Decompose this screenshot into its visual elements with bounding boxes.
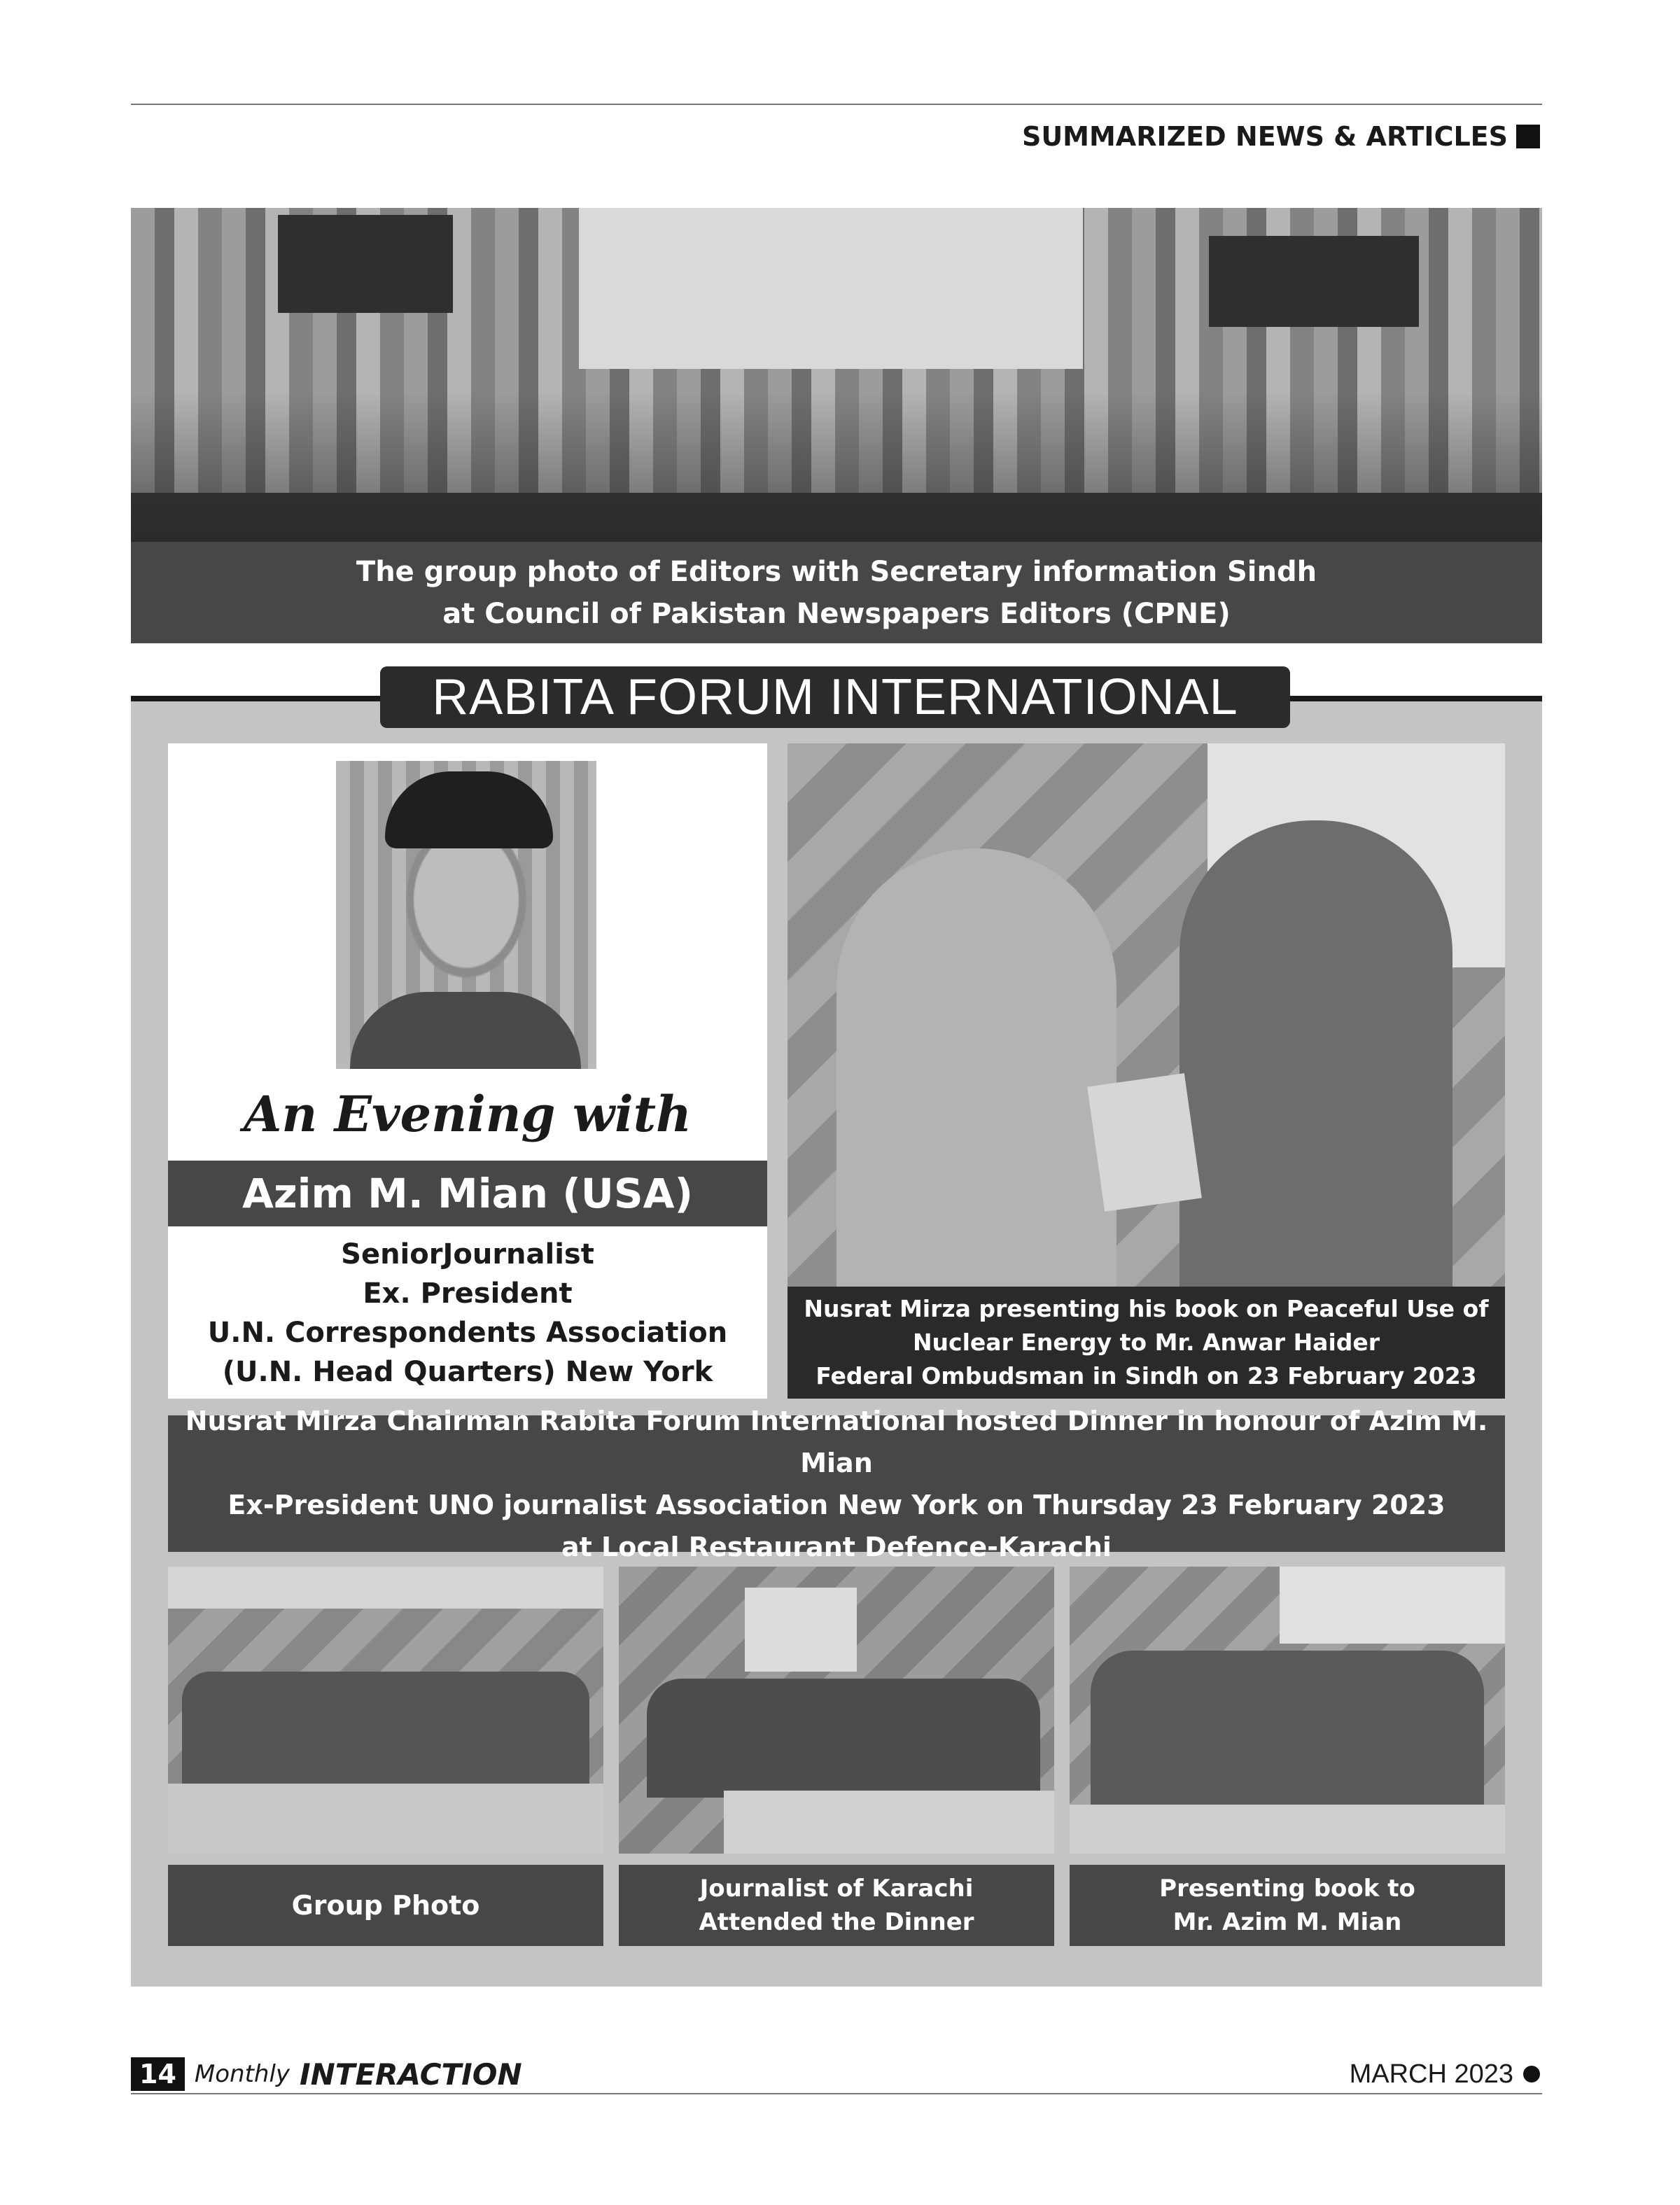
window-right [1209,236,1419,327]
window-left [278,215,453,313]
header-rule [131,104,1542,105]
footer-left [131,2054,522,2094]
gallery-caption-group [168,1865,603,1946]
forum-title-box [380,666,1290,728]
dining-table [168,1784,603,1854]
dinner-banner [168,1405,1505,1562]
people-shape [1091,1651,1484,1812]
profile-name-bar [168,1161,767,1226]
section-label-text: SUMMARIZED NEWS & ARTICLES [1021,121,1508,152]
person-right [1180,820,1452,1287]
profile-details [168,1235,767,1392]
top-caption-line-2: at Council of Pakistan Newspapers Editors (CPNE) [442,597,1231,630]
issue-date: MARCH 2023 [1349,2059,1513,2089]
profile-detail-line: U.N. Correspondents Association [207,1317,728,1349]
page-number: 14 [131,2057,185,2091]
cap-shape [385,771,553,848]
book-caption-line-1: Nusrat Mirza presenting his book on Peaceful Use of [804,1295,1489,1322]
profile-detail-line: (U.N. Head Quarters) New York [222,1356,713,1388]
book-presentation-photo [788,743,1505,1287]
dinner-line-1: Nusrat Mirza Chairman Rabita Forum International hosted Dinner in honour of Azim M. Mian [185,1405,1488,1478]
gallery-caption-line: Attended the Dinner [699,1908,974,1936]
dinner-line-3: at Local Restaurant Defence-Karachi [561,1531,1112,1562]
publication-name: INTERACTION [300,2057,522,2092]
gallery-photo-presenting [1070,1567,1505,1854]
guests-shape [647,1679,1040,1798]
profile-tagline: An Evening with [244,1085,692,1143]
event-poster [745,1588,857,1672]
cpne-banner [579,208,1083,369]
profile-detail-line: Ex. President [363,1278,573,1310]
gallery-caption-line: Group Photo [291,1890,480,1921]
footer-right [1350,2054,1540,2094]
round-bullet-icon [1523,2066,1540,2082]
gallery-caption-line: Mr. Azim M. Mian [1172,1908,1402,1936]
top-caption-line-1: The group photo of Editors with Secretary information Sindh [356,555,1317,588]
dining-table [724,1791,1054,1854]
profile-detail-line: SeniorJournalist [341,1238,594,1270]
backdrop-banner [1280,1567,1505,1644]
book-caption-line-2: Nuclear Energy to Mr. Anwar Haider [912,1329,1380,1356]
editors-group-photo [131,208,1542,542]
dining-table [1070,1805,1505,1854]
ceiling-lights [168,1567,603,1609]
crowd-shape [182,1672,589,1784]
book-shape [1087,1073,1202,1212]
square-bullet-icon [1516,125,1540,148]
top-photo-caption [131,542,1542,643]
gallery-photo-journalists [619,1567,1054,1854]
footer-rule [131,2093,1542,2094]
dinner-line-2: Ex-President UNO journalist Association New York on Thursday 23 February 2023 [227,1489,1446,1520]
gallery-caption-line: Journalist of Karachi [699,1875,974,1903]
forum-title: RABITA FORUM INTERNATIONAL [432,669,1238,725]
book-caption-line-3: Federal Ombudsman in Sindh on 23 February 2023 [816,1362,1477,1390]
profile-portrait [336,761,596,1069]
profile-name: Azim M. Mian (USA) [241,1170,694,1217]
book-photo-caption [788,1287,1505,1399]
gallery-caption-line: Presenting book to [1159,1875,1415,1903]
gallery-caption-presenting [1070,1865,1505,1946]
gallery-photo-group [168,1567,603,1854]
publication-prefix: Monthly [194,2060,290,2088]
gallery-caption-journalists [619,1865,1054,1946]
shoulders-shape [350,992,581,1069]
person-left [836,848,1116,1287]
section-label [1022,119,1540,154]
